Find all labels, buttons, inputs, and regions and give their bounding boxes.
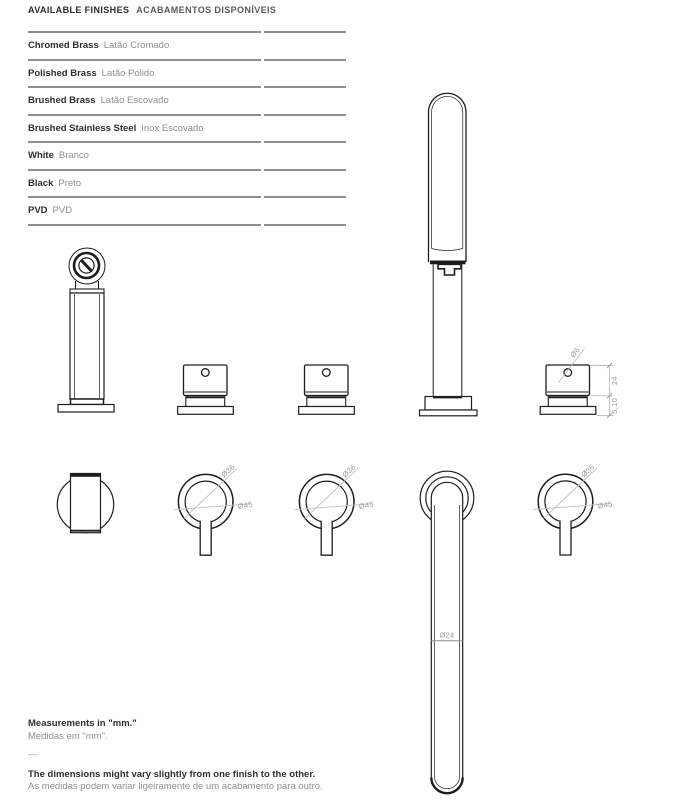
section-title-pt: ACABAMENTOS DISPONÍVEIS — [136, 5, 277, 15]
finish-name-en: Brushed Stainless Steel — [28, 122, 137, 134]
handle-side-view-dimensioned — [540, 365, 596, 414]
finish-name-pt: Latão Cromado — [103, 40, 170, 52]
diverter-side-view — [58, 248, 114, 412]
finish-name-pt: Inox Escovado — [141, 122, 204, 134]
dim-label-handle-height: 24 — [610, 376, 619, 386]
finish-name-en: Black — [28, 177, 54, 189]
finish-name-pt: Branco — [58, 150, 89, 162]
handle-lever — [560, 521, 571, 556]
dim-label-handle-inner: Ø36 — [340, 462, 358, 480]
finish-name-en: Polished Brass — [28, 67, 97, 79]
dim-label-handle-inner: Ø36 — [219, 462, 237, 480]
handle-dot — [202, 369, 210, 377]
handle-top-view — [174, 462, 254, 555]
handle-side-view — [299, 365, 355, 414]
divider-dash: — — [28, 749, 38, 760]
dim-label-handle-outer: Ø45 — [596, 499, 614, 511]
section-title-en: AVAILABLE FINISHES — [28, 5, 130, 15]
finish-name-pt: Latão Escovado — [100, 95, 169, 107]
finish-name-pt: Latão Polido — [101, 67, 155, 79]
spout-side-view — [420, 93, 478, 416]
finish-name-pt: Preto — [58, 177, 82, 189]
finish-name-pt: PVD — [52, 205, 73, 217]
handle-top-view — [534, 462, 614, 555]
handle-lever — [200, 521, 211, 556]
finish-name-en: White — [28, 150, 54, 162]
spout-top-view — [420, 471, 474, 793]
dim-label-handle-base-height: 5,10 — [610, 397, 619, 414]
footer-notes — [28, 718, 323, 794]
diverter-top-view — [57, 474, 113, 533]
spout-outlet — [438, 264, 461, 275]
finish-name-en: Brushed Brass — [28, 95, 96, 107]
dim-label-handle-outer: Ø45 — [237, 499, 254, 511]
measurement-note-en: Measurements in "mm." — [28, 718, 137, 729]
measurement-note-pt: Medidas em "mm". — [28, 730, 108, 742]
variance-note-en: The dimensions might vary slightly from one finish to the other. — [28, 768, 316, 780]
handle-lever — [321, 521, 332, 556]
finish-name-en: Chromed Brass — [28, 40, 99, 52]
handle-dot — [323, 369, 331, 377]
dim-label-handle-outer: Ø45 — [358, 499, 375, 511]
dim-label-handle-dot: Ø6 — [568, 345, 582, 360]
dim-label-spout-diameter: Ø24 — [439, 630, 455, 640]
dim-label-handle-inner: Ø36 — [579, 462, 597, 480]
handle-top-view — [295, 462, 375, 555]
handle-side-view — [178, 365, 234, 414]
finish-name-en: PVD — [28, 205, 48, 217]
variance-note-pt: As medidas podem variar ligeiramente de um acabamento para outro. — [28, 781, 323, 792]
